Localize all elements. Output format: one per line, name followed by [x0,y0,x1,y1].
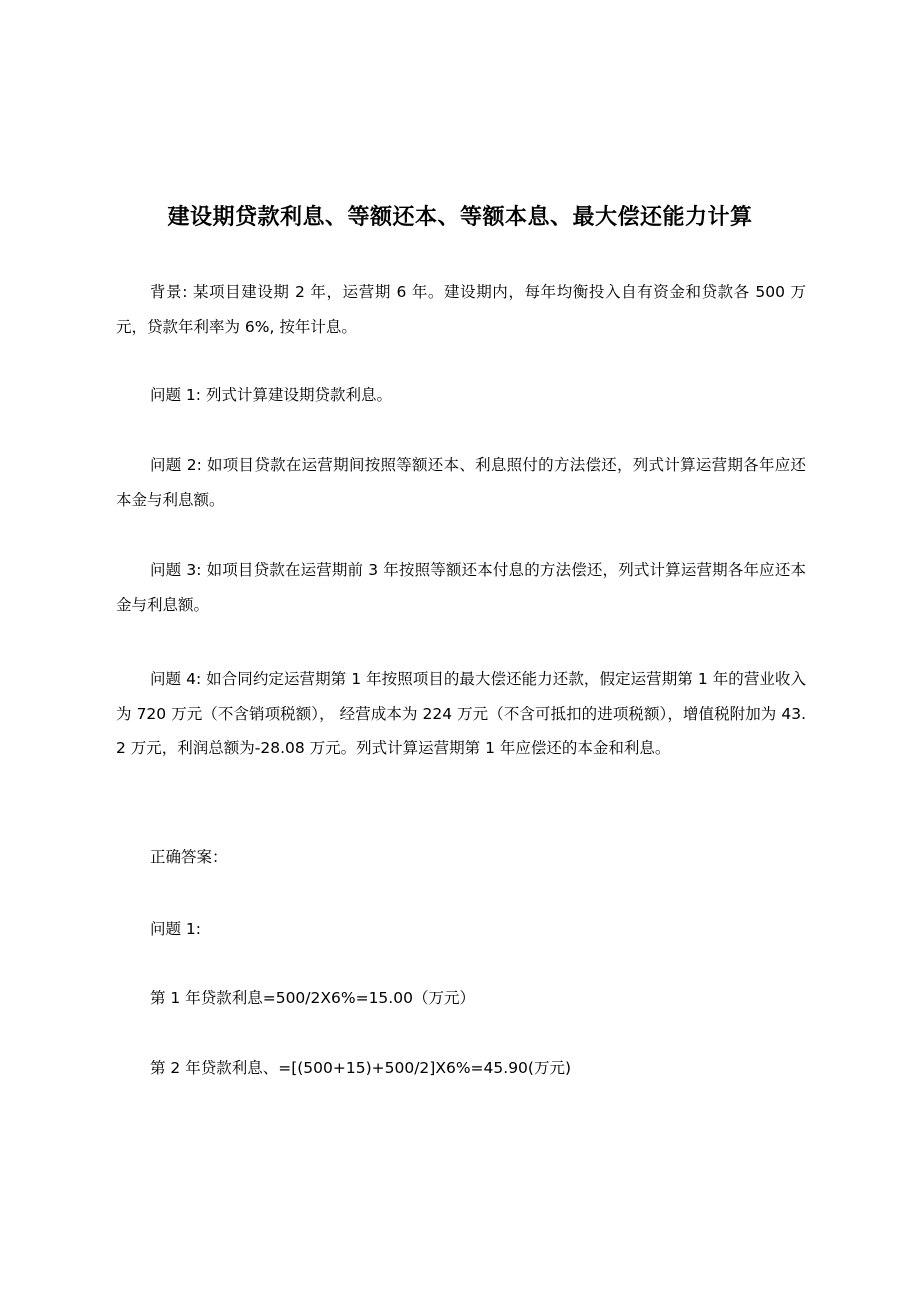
question-3-paragraph: 问题 3: 如项目贷款在运营期前 3 年按照等额还本付息的方法偿还，列式计算运营期各年应还本金与利息额。 [116,561,806,614]
background-paragraph: 背景: 某项目建设期 2 年，运营期 6 年。建设期内，每年均衡投入自有资金和贷款各 500 万元，贷款年利率为 6%, 按年计息。 [116,283,806,336]
answer-heading: 正确答案： [150,848,228,866]
document-title: 建设期贷款利息、等额还本、等额本息、最大偿还能力计算 [167,205,753,230]
answer-line-year-1-interest: 第 1 年贷款利息=500/2X6%=15.00（万元） [150,989,475,1007]
question-1-paragraph: 问题 1: 列式计算建设期贷款利息。 [150,386,392,404]
question-2-paragraph: 问题 2: 如项目贷款在运营期间按照等额还本、利息照付的方法偿还，列式计算运营期各年应还本金与利息额。 [116,456,806,509]
answer-line-year-2-interest: 第 2 年贷款利息、=[(500+15)+500/2]X6%=45.90(万元) [150,1059,572,1077]
question-4-paragraph: 问题 4: 如合同约定运营期第 1 年按照项目的最大偿还能力还款，假定运营期第 1 年的营业收入为 720 万元（不含销项税额）， 经营成本为 224 万元（不含可抵扣的进项税额），增值税附加为 43.2 万元，利润总额为-28.08 万元。列式计算运营期第 1 年应偿还的本金和利息。 [116,670,806,757]
answer-question-1-heading: 问题 1: [150,920,202,938]
